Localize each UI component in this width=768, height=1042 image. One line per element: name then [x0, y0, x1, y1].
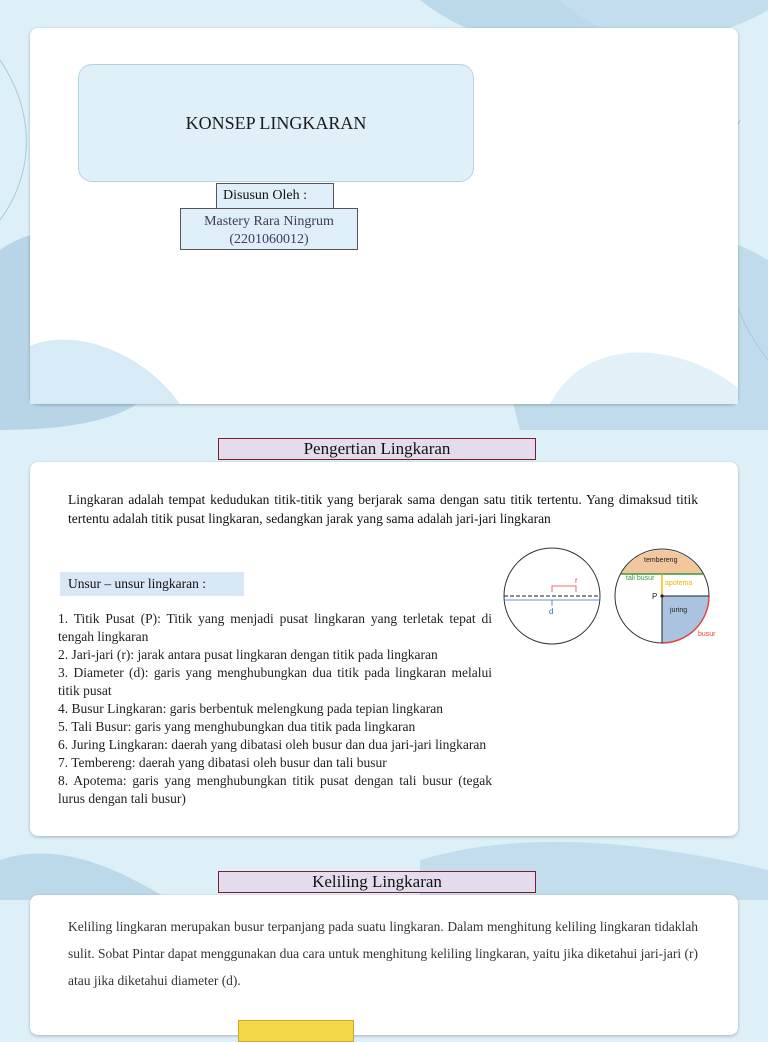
list-item: 7. Tembereng: daerah yang dibatasi oleh busur dan tali busur	[58, 755, 387, 770]
list-item: 3. Diameter (d): garis yang menghubungkan dua titik pada lingkaran melalui titik pusat	[58, 665, 492, 698]
unsur-label: Unsur – unsur lingkaran :	[60, 572, 244, 596]
label-d: d	[549, 607, 554, 616]
label-apotema: apotema	[665, 580, 693, 587]
author-box	[180, 208, 358, 250]
circle-right	[615, 549, 716, 643]
list-item: 4. Busur Lingkaran: garis berbentuk melengkung pada tepian lingkaran	[58, 701, 444, 716]
label-juring: juring	[670, 607, 688, 614]
circle-diagram	[502, 546, 716, 650]
label-r: r	[575, 576, 578, 585]
list-item: 8. Apotema: garis yang menghubungkan titik pusat dengan tali busur (tegak lurus dengan tali busur)	[58, 773, 492, 806]
keliling-text: Keliling lingkaran merupakan busur terpanjang pada suatu lingkaran. Dalam menghitung keliling lingkaran tidaklah sulit. Sobat Pintar dapat menggunakan dua cara untuk menghitung keliling lingkaran, yaitu jika diketahui jari-jari (r) atau jika diketahui diameter (d).	[68, 919, 698, 988]
unsur-list	[58, 610, 492, 808]
label-p: P	[652, 592, 658, 601]
section-header-keliling: Keliling Lingkaran	[218, 871, 536, 893]
list-item: 6. Juring Lingkaran: daerah yang dibatasi oleh busur dan dua jari-jari lingkaran	[58, 737, 487, 752]
list-item: 1. Titik Pusat (P): Titik yang menjadi pusat lingkaran yang terletak tepat di tengah lingkaran	[58, 611, 492, 644]
label-tali-busur: tali busur	[626, 575, 655, 582]
section-header-pengertian: Pengertian Lingkaran	[218, 438, 536, 460]
author-name: Mastery Rara Ningrum	[204, 214, 334, 229]
title-slide	[30, 28, 738, 404]
list-item: 5. Tali Busur: garis yang menghubungkan dua titik pada lingkaran	[58, 719, 416, 734]
author-id: (2201060012)	[229, 232, 309, 247]
keliling-slide	[30, 895, 738, 1035]
formula-box	[238, 1020, 354, 1042]
list-item: 2. Jari-jari (r): jarak antara pusat lingkaran dengan titik pada lingkaran	[58, 647, 438, 662]
definition-text: Lingkaran adalah tempat kedudukan titik-titik yang berjarak sama dengan satu titik tertentu. Yang dimaksud titik tertentu adalah titik pusat lingkaran, sedangkan jarak yang sama adalah jari-jari lingkaran	[68, 492, 698, 526]
author-label: Disusun Oleh :	[216, 183, 334, 209]
definition-slide	[30, 462, 738, 836]
label-tembereng: tembereng	[644, 557, 678, 564]
label-busur: busur	[698, 631, 716, 638]
presentation-title: KONSEP LINGKARAN	[78, 64, 474, 182]
